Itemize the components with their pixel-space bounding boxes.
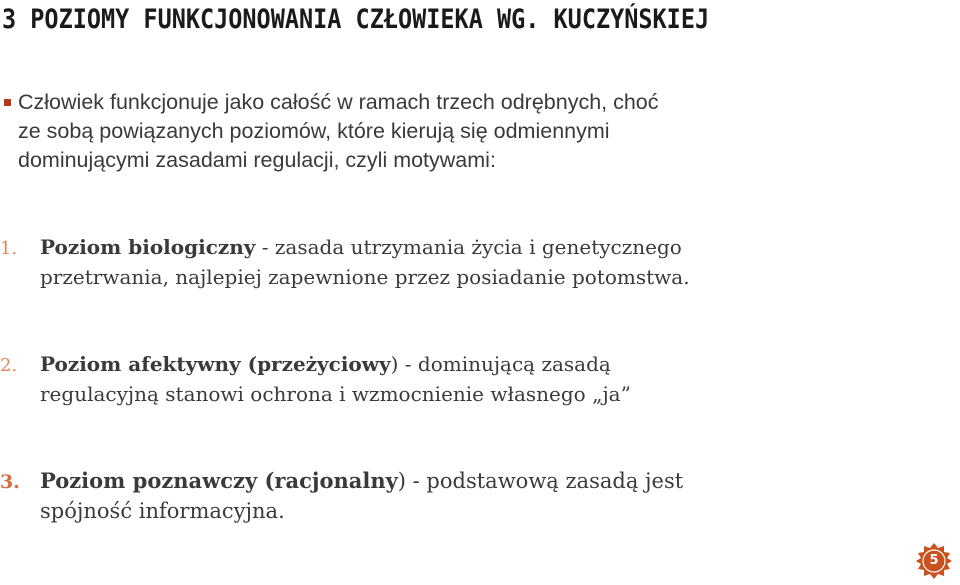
intro-line-1 [0, 88, 930, 117]
square-bullet-icon [4, 99, 11, 106]
item-3-heading: Poziom poznawczy (racjonalny [40, 468, 398, 493]
item-1-line-1 [0, 233, 950, 263]
intro-paragraph [0, 88, 930, 175]
list-item-biological [0, 233, 950, 292]
list-item-affective [0, 350, 950, 409]
intro-line-3: dominującymi zasadami regulacji, czyli motywami: [18, 148, 496, 172]
page-number-badge [914, 542, 954, 580]
item-3-line-1 [0, 466, 950, 497]
item-3-number: 3. [0, 471, 20, 493]
list-item-cognitive [0, 466, 950, 526]
item-1-heading: Poziom biologiczny [40, 235, 256, 259]
item-1-text: - zasada utrzymania życia i genetycznego [255, 235, 682, 259]
item-2-line-1 [0, 350, 950, 380]
intro-text-1: Człowiek funkcjonuje jako całość w ramach trzech odrębnych, choć [18, 90, 659, 114]
slide-title: 3 POZIOMY FUNKCJONOWANIA CZŁOWIEKA WG. KUCZYŃSKIEJ [2, 4, 710, 35]
item-2-line-2: regulacyjną stanowi ochrona i wzmocnienie własnego „ja” [40, 382, 631, 406]
item-3-line-2: spójność informacyjna. [40, 499, 285, 523]
item-2-heading: Poziom afektywny (przeżyciowy [40, 352, 391, 376]
item-3-text: ) - podstawową zasadą jest [397, 469, 684, 493]
item-2-number: 2. [0, 355, 18, 376]
page-number: 5 [929, 553, 939, 568]
item-2-text: ) - dominującą zasadą [390, 352, 611, 376]
item-1-line-2: przetrwania, najlepiej zapewnione przez posiadanie potomstwa. [40, 265, 690, 289]
intro-line-2: ze sobą powiązanych poziomów, które kierują się odmiennymi [18, 119, 610, 143]
item-1-number: 1. [0, 238, 18, 259]
